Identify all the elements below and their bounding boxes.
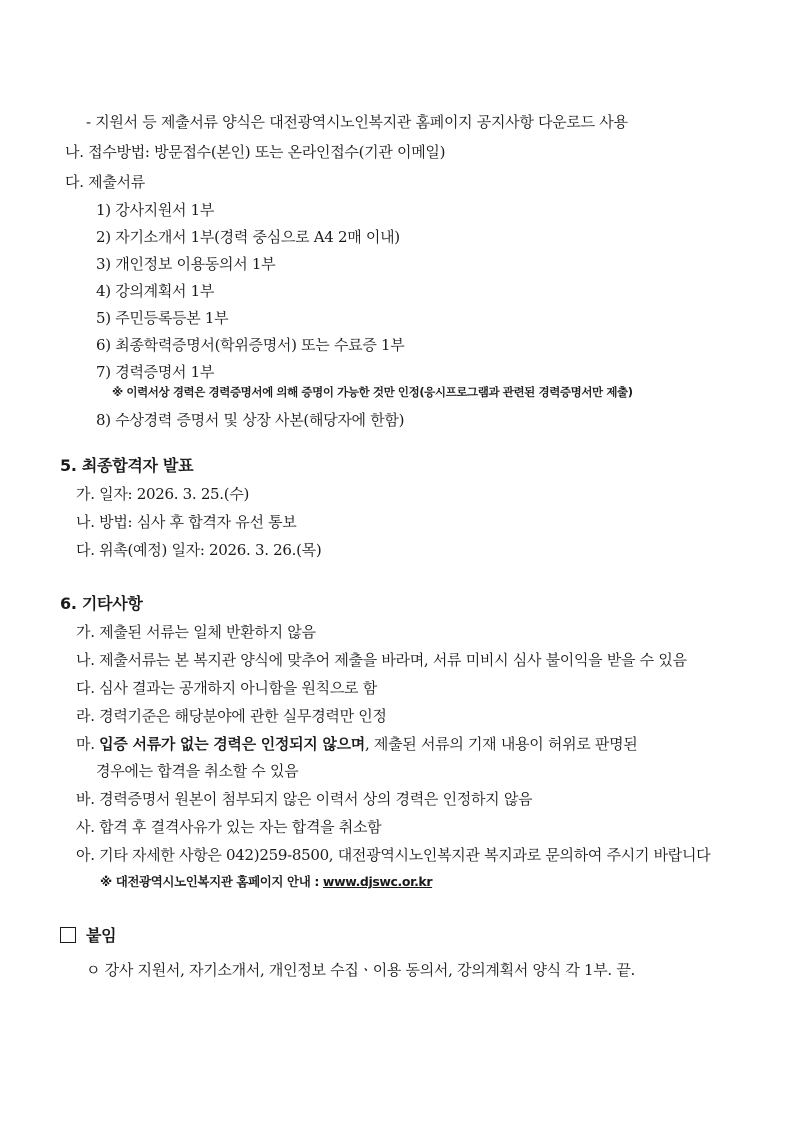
documents-heading: 다. 제출서류: [65, 173, 145, 191]
misc-item-f: 바. 경력증명서 원본이 첨부되지 않은 이력서 상의 경력은 인정하지 않음: [76, 790, 533, 808]
misc-item-e: [76, 734, 638, 754]
misc-item-g: 사. 합격 후 결격사유가 있는 자는 합격을 취소함: [76, 818, 382, 836]
doc-item-1: 1) 강사지원서 1부: [96, 201, 215, 219]
misc-item-h: 아. 기타 자세한 사항은 042)259-8500, 대전광역시노인복지관 복지과로 문의하여 주시기 바랍니다: [76, 846, 711, 864]
submission-method: 나. 접수방법: 방문접수(본인) 또는 온라인접수(기관 이메일): [65, 143, 446, 161]
doc-item-3: 3) 개인정보 이용동의서 1부: [96, 255, 276, 273]
homepage-note-label: ※ 대전광역시노인복지관 홈페이지 안내 :: [100, 874, 323, 889]
doc-item-8: 8) 수상경력 증명서 및 상장 사본(해당자에 한함): [96, 411, 405, 429]
attachment-title-text: 붙임: [86, 926, 117, 945]
misc-item-e-bold: 입증 서류가 없는 경력은 인정되지 않으며: [99, 735, 365, 753]
announce-date: 가. 일자: 2026. 3. 25.(수): [76, 485, 250, 503]
homepage-url-link[interactable]: www.djswc.or.kr: [322, 874, 433, 889]
misc-item-c: 다. 심사 결과는 공개하지 아니함을 원칙으로 함: [76, 679, 377, 697]
section-5-title: 5. 최종합격자 발표: [60, 456, 194, 475]
misc-item-d: 라. 경력기준은 해당분야에 관한 실무경력만 인정: [76, 707, 387, 725]
doc-item-7: 7) 경력증명서 1부: [96, 363, 215, 381]
doc-item-6: 6) 최종학력증명서(학위증명서) 또는 수료증 1부: [96, 336, 405, 354]
checkbox-square-icon: [60, 927, 76, 943]
section-6-title: 6. 기타사항: [60, 594, 143, 613]
announce-method: 나. 방법: 심사 후 합격자 유선 통보: [76, 513, 297, 531]
attachment-item: ㅇ 강사 지원서, 자기소개서, 개인정보 수집ㆍ이용 동의서, 강의계획서 양식 각 1부. 끝.: [86, 961, 636, 979]
attachment-title: [60, 926, 116, 946]
misc-item-e-rest: , 제출된 서류의 기재 내용이 허위로 판명된: [364, 735, 638, 753]
homepage-note: [100, 872, 432, 892]
doc-item-5: 5) 주민등록등본 1부: [96, 309, 229, 327]
doc-item-2: 2) 자기소개서 1부(경력 중심으로 A4 2매 이내): [96, 228, 400, 246]
career-note: ※ 이력서상 경력은 경력증명서에 의해 증명이 가능한 것만 인정(응시프로그램과 관련된 경력증명서만 제출): [112, 385, 633, 399]
misc-item-b: 나. 제출서류는 본 복지관 양식에 맞추어 제출을 바라며, 서류 미비시 심사 불이익을 받을 수 있음: [76, 651, 687, 669]
misc-item-e-cont: 경우에는 합격을 취소할 수 있음: [96, 762, 299, 780]
appointment-date: 다. 위촉(예정) 일자: 2026. 3. 26.(목): [76, 541, 322, 559]
form-download-note: - 지원서 등 제출서류 양식은 대전광역시노인복지관 홈페이지 공지사항 다운로드 사용: [86, 113, 628, 131]
misc-item-e-prefix: 마.: [76, 735, 100, 753]
doc-item-4: 4) 강의계획서 1부: [96, 282, 215, 300]
misc-item-a: 가. 제출된 서류는 일체 반환하지 않음: [76, 623, 316, 641]
